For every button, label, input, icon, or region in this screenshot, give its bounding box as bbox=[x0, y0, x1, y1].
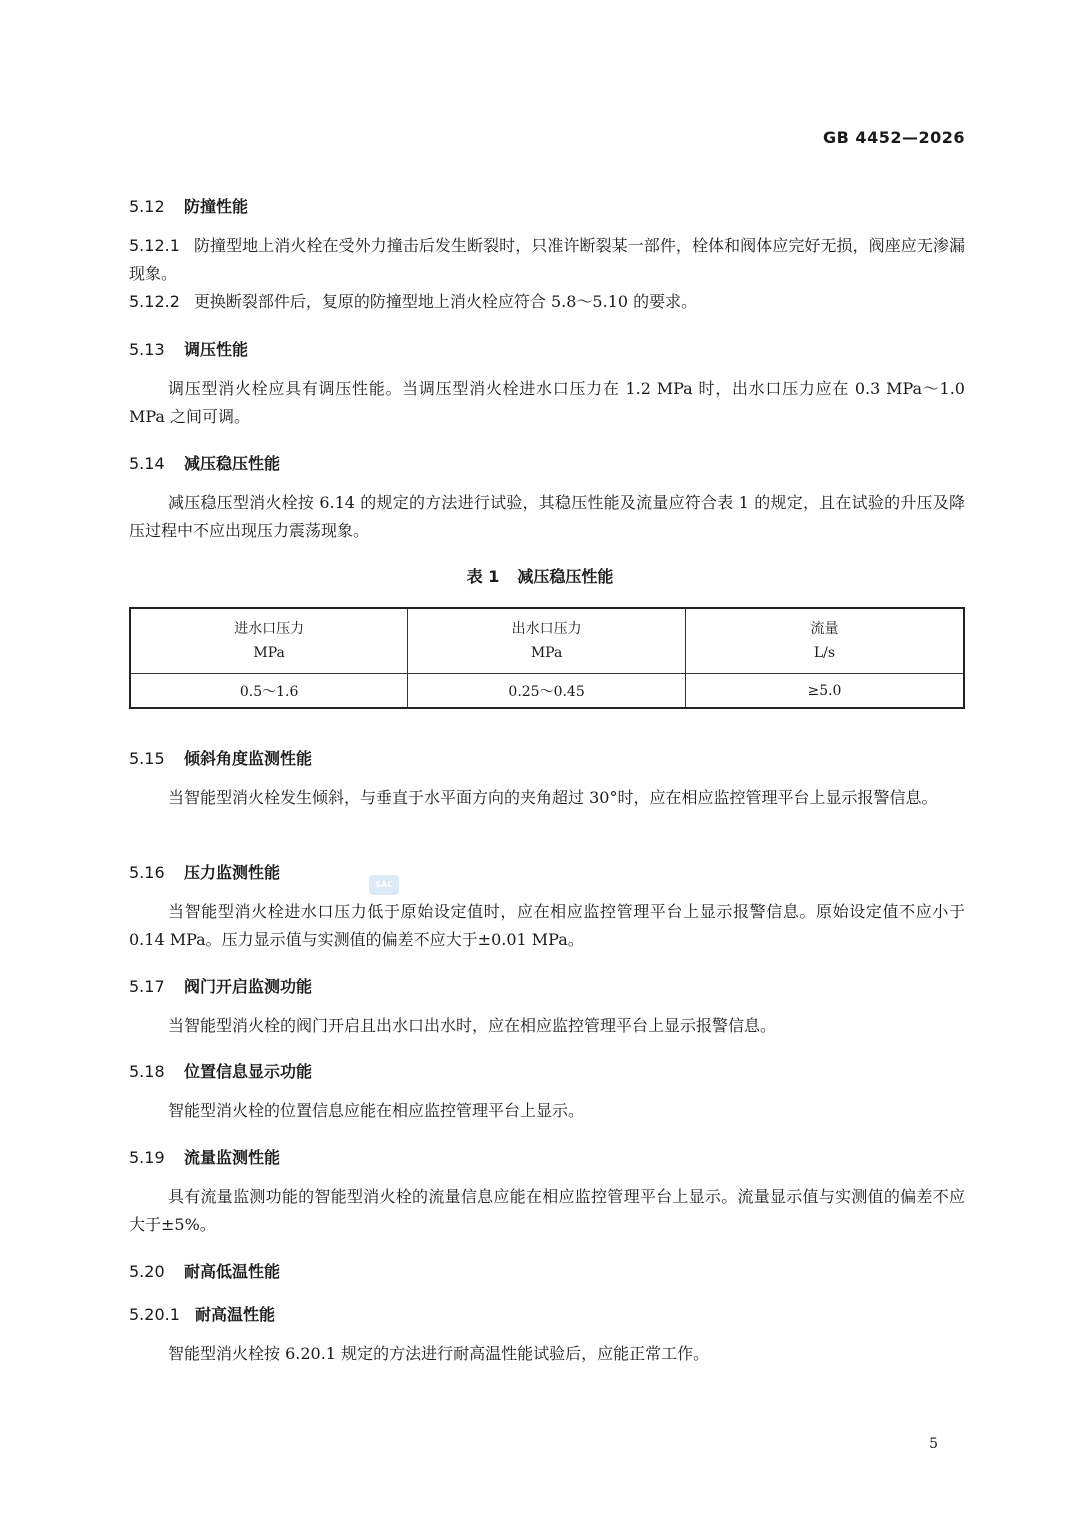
table-cell: 0.5～1.6 bbox=[130, 674, 408, 709]
section-number: 5.13 bbox=[129, 340, 165, 359]
section-heading-5-13 bbox=[129, 337, 248, 360]
table-label: 表 1 bbox=[466, 567, 500, 586]
section-number: 5.12 bbox=[129, 197, 165, 216]
section-title: 防撞性能 bbox=[184, 197, 249, 216]
paragraph-5-12-2 bbox=[129, 288, 965, 316]
section-number: 5.15 bbox=[129, 749, 165, 768]
section-title: 压力监测性能 bbox=[184, 863, 281, 882]
paragraph-5-15: 当智能型消火栓发生倾斜，与垂直于水平面方向的夹角超过 30°时，应在相应监控管理平台上显示报警信息。 bbox=[168, 788, 938, 807]
section-title: 位置信息显示功能 bbox=[184, 1062, 313, 1081]
paragraph-5-17: 当智能型消火栓的阀门开启且出水口出水时，应在相应监控管理平台上显示报警信息。 bbox=[168, 1016, 777, 1035]
paragraph-5-19: 具有流量监测功能的智能型消火栓的流量信息应能在相应监控管理平台上显示。流量显示值与实测值的偏差不应大于±5%。 bbox=[129, 1187, 965, 1234]
section-number: 5.19 bbox=[129, 1148, 165, 1167]
section-heading-5-16 bbox=[129, 860, 280, 883]
paragraph-5-12-1 bbox=[129, 232, 965, 288]
column-header-flow-rate: 流量 L/s bbox=[685, 608, 964, 674]
section-title: 流量监测性能 bbox=[184, 1148, 281, 1167]
section-title: 调压性能 bbox=[184, 340, 249, 359]
standard-code: GB 4452—2026 bbox=[823, 128, 965, 147]
table-cell: ≥5.0 bbox=[685, 674, 964, 709]
section-number: 5.18 bbox=[129, 1062, 165, 1081]
column-header-outlet-pressure: 出水口压力 MPa bbox=[408, 608, 686, 674]
clause-number: 5.12.1 bbox=[129, 236, 180, 255]
table-title bbox=[0, 564, 1080, 587]
section-title: 减压稳压性能 bbox=[184, 454, 281, 473]
section-heading-5-12 bbox=[129, 194, 248, 217]
section-title: 阀门开启监测功能 bbox=[184, 977, 313, 996]
paragraph-5-16: 当智能型消火栓进水口压力低于原始设定值时，应在相应监控管理平台上显示报警信息。原始设定值不应小于 0.14 MPa。压力显示值与实测值的偏差不应大于±0.01 MPa。 bbox=[129, 902, 965, 949]
section-number: 5.17 bbox=[129, 977, 165, 996]
section-title: 耐高温性能 bbox=[195, 1305, 276, 1324]
page-number: 5 bbox=[929, 1436, 938, 1452]
paragraph-5-20-1: 智能型消火栓按 6.20.1 规定的方法进行耐高温性能试验后，应能正常工作。 bbox=[168, 1344, 710, 1363]
paragraph-5-13: 调压型消火栓应具有调压性能。当调压型消火栓进水口压力在 1.2 MPa 时，出水口压力应在 0.3 MPa～1.0 MPa 之间可调。 bbox=[129, 379, 965, 426]
section-heading-5-14 bbox=[129, 451, 280, 474]
section-heading-5-18 bbox=[129, 1059, 312, 1082]
section-heading-5-20-1 bbox=[129, 1302, 275, 1325]
section-heading-5-15 bbox=[129, 746, 312, 769]
sac-watermark-logo: SAC bbox=[369, 875, 399, 895]
table-row bbox=[130, 674, 964, 709]
section-title: 倾斜角度监测性能 bbox=[184, 749, 313, 768]
section-number: 5.14 bbox=[129, 454, 165, 473]
column-header-inlet-pressure: 进水口压力 MPa bbox=[130, 608, 408, 674]
paragraph-5-14: 减压稳压型消火栓按 6.14 的规定的方法进行试验，其稳压性能及流量应符合表 1 的规定，且在试验的升压及降压过程中不应出现压力震荡现象。 bbox=[129, 493, 965, 540]
clause-text: 更换断裂部件后，复原的防撞型地上消火栓应符合 5.8～5.10 的要求。 bbox=[193, 292, 698, 311]
section-number: 5.16 bbox=[129, 863, 165, 882]
clause-number: 5.12.2 bbox=[129, 292, 180, 311]
section-number: 5.20 bbox=[129, 1262, 165, 1281]
paragraph-5-18: 智能型消火栓的位置信息应能在相应监控管理平台上显示。 bbox=[168, 1101, 585, 1120]
section-heading-5-17 bbox=[129, 974, 312, 997]
section-heading-5-19 bbox=[129, 1145, 280, 1168]
clause-text: 防撞型地上消火栓在受外力撞击后发生断裂时，只准许断裂某一部件，栓体和阀体应完好无损，阀座应无渗漏现象。 bbox=[129, 236, 965, 283]
section-heading-5-20 bbox=[129, 1259, 280, 1282]
table-cell: 0.25～0.45 bbox=[408, 674, 686, 709]
section-number: 5.20.1 bbox=[129, 1305, 180, 1324]
table-caption: 减压稳压性能 bbox=[517, 567, 614, 586]
pressure-performance-table bbox=[129, 607, 965, 709]
section-title: 耐高低温性能 bbox=[184, 1262, 281, 1281]
